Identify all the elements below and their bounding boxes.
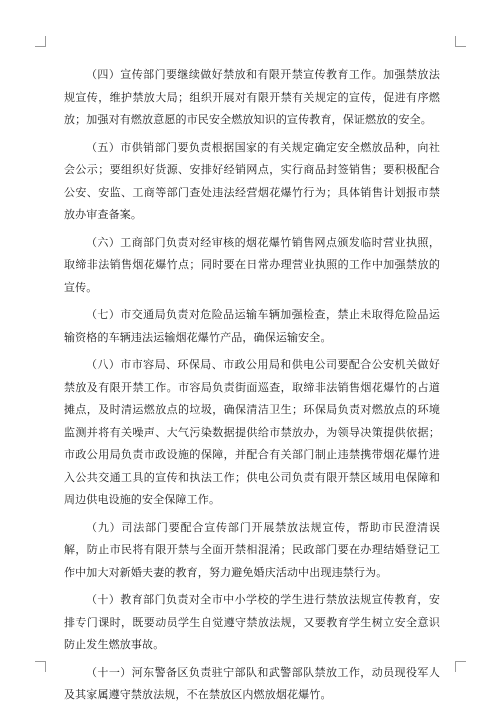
paragraph-justice-civil-affairs: （九）司法部门要配合宣传部门开展禁放法规宣传，帮助市民澄清误解，防止市民将有限开禁与全面开禁相混淆；民政部门要在办理结婚登记工作中加大对新婚夫妻的教育，努力避免婚庆活动中出现违禁行为。: [64, 520, 440, 579]
crop-mark-bottom-left: [35, 661, 46, 672]
crop-mark-top-right: [455, 36, 466, 47]
paragraph-supply-dept: （五）市供销部门要负责根据国家的有关规定确定安全燃放品种，向社会公示；要组织好货源、安排好经销网点，实行商品封签销售；要积极配合公安、安监、工商等部门查处违法经营烟花爆竹行为；具体销售计划报市禁放办审查备案。: [64, 140, 440, 221]
paragraph-commerce-dept: （六）工商部门负责对经审核的烟花爆竹销售网点颁发临时营业执照，取缔非法销售烟花爆竹点；同时要在日常办理营业执照的工作中加强禁放的宣传。: [64, 235, 440, 294]
paragraph-city-appearance-env: （八）市市容局、环保局、市政公用局和供电公司要配合公安机关做好禁放及有限开禁工作。市容局负责街面巡查，取缔非法销售烟花爆竹的占道摊点，及时清运燃放点的垃圾，确保清洁卫生；环保局负责对燃放点的环境监测并将有关噪声、大气污染数据提供给市禁放办，为领导决策提供依据；市政公用局负责市政设施的保障，并配合有关部门制止违禁携带烟花爆竹进入公共交通工具的宣传和执法工作；供电公司负责有限开禁区域用电保障和周边供电设施的安全保障工作。: [64, 358, 440, 506]
document-body: [64, 64, 440, 712]
crop-mark-bottom-right: [455, 661, 466, 672]
paragraph-propaganda-dept: （四）宣传部门要继续做好禁放和有限开禁宣传教育工作。加强禁放法规宣传，维护禁放大局；组织开展对有限开禁有关规定的宣传，促进有序燃放；加强对有燃放意愿的市民安全燃放知识的宣传教育，保证燃放的安全。: [64, 68, 440, 126]
paragraph-transport-bureau: （七）市交通局负责对危险品运输车辆加强检查，禁止未取得危险品运输资格的车辆违法运输烟花爆竹产品，确保运输安全。: [64, 308, 440, 344]
paragraph-education-dept: （十）教育部门负责对全市中小学校的学生进行禁放法规宣传教育，安排专门课时，既要动员学生自觉遵守禁放法规，又要教育学生树立安全意识防止发生燃放事故。: [64, 593, 440, 651]
paragraph-garrison-command: （十一）河东警备区负责驻宁部队和武警部队禁放工作，动员现役军人及其家属遵守禁放法规，不在禁放区内燃放烟花爆竹。: [64, 665, 440, 701]
crop-mark-top-left: [35, 36, 46, 47]
